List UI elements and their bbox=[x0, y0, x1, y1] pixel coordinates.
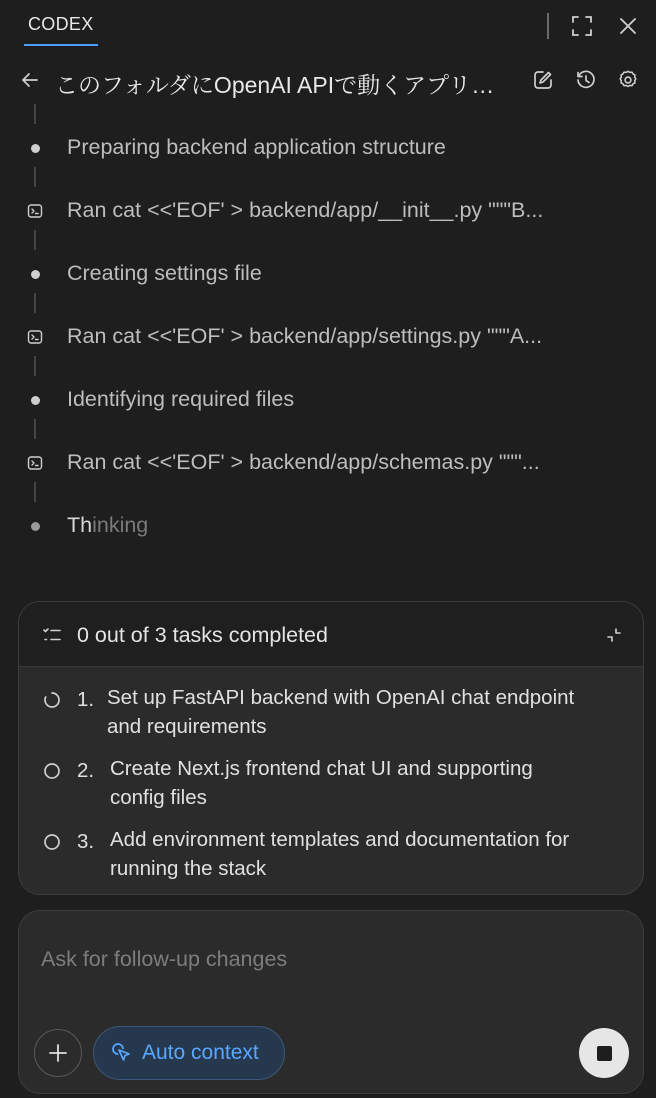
bullet-icon bbox=[26, 517, 44, 535]
composer bbox=[18, 910, 644, 1094]
command-text: Ran cat <<'EOF' > backend/app/__init__.py """B... bbox=[67, 198, 544, 222]
task-text-line: config files bbox=[110, 786, 207, 809]
timeline-connector bbox=[34, 167, 36, 187]
auto-context-button[interactable] bbox=[93, 1026, 285, 1080]
close-icon[interactable] bbox=[614, 12, 642, 40]
checklist-icon bbox=[41, 624, 63, 646]
add-button[interactable] bbox=[34, 1029, 82, 1077]
task-text-line: and requirements bbox=[107, 715, 267, 738]
task-text bbox=[107, 683, 574, 741]
thinking-text-dim: inking bbox=[92, 513, 149, 537]
timeline-connector bbox=[34, 230, 36, 250]
pending-circle-icon bbox=[43, 833, 61, 851]
command-text: Ran cat <<'EOF' > backend/app/schemas.py """... bbox=[67, 450, 540, 474]
timeline-step bbox=[0, 257, 656, 293]
divider bbox=[547, 13, 549, 39]
history-icon[interactable] bbox=[572, 66, 600, 94]
tab-codex[interactable]: CODEX bbox=[24, 12, 98, 46]
command-text: Ran cat <<'EOF' > backend/app/settings.py """A... bbox=[67, 324, 543, 348]
pending-circle-icon bbox=[43, 762, 61, 780]
collapse-icon[interactable] bbox=[603, 624, 625, 646]
task-text-line: Create Next.js frontend chat UI and supporting bbox=[110, 757, 533, 780]
timeline-connector bbox=[34, 104, 36, 124]
cursor-click-icon bbox=[110, 1041, 134, 1065]
step-text: Preparing backend application structure bbox=[67, 135, 446, 159]
conversation-header bbox=[0, 58, 656, 104]
thinking-text-bright: Th bbox=[67, 513, 93, 537]
stop-button[interactable] bbox=[579, 1028, 629, 1078]
plus-icon bbox=[47, 1042, 69, 1064]
terminal-icon bbox=[26, 202, 44, 220]
task-text bbox=[110, 754, 533, 812]
spinner-icon bbox=[43, 691, 61, 709]
terminal-icon bbox=[26, 454, 44, 472]
task-number: 3. bbox=[77, 830, 95, 853]
step-text: Identifying required files bbox=[67, 387, 295, 411]
task-list-header[interactable] bbox=[19, 602, 643, 667]
settings-icon[interactable] bbox=[614, 66, 642, 94]
task-number: 1. bbox=[77, 688, 95, 711]
task-text bbox=[110, 825, 569, 883]
bullet-icon bbox=[26, 265, 44, 283]
stop-icon bbox=[597, 1046, 612, 1061]
timeline-thinking bbox=[0, 509, 656, 545]
top-bar bbox=[0, 0, 656, 52]
bullet-icon bbox=[26, 139, 44, 157]
timeline-connector bbox=[34, 356, 36, 376]
timeline-step bbox=[0, 131, 656, 167]
timeline-step bbox=[0, 383, 656, 419]
timeline-connector bbox=[34, 293, 36, 313]
follow-up-input[interactable] bbox=[41, 943, 601, 975]
conversation-title: このフォルダにOpenAI APIで動くアプリ… bbox=[55, 72, 495, 98]
terminal-icon bbox=[26, 328, 44, 346]
task-list-panel bbox=[18, 601, 644, 895]
edit-icon[interactable] bbox=[529, 66, 557, 94]
timeline-connector bbox=[34, 419, 36, 439]
thinking-text bbox=[67, 513, 607, 538]
task-text-line: Set up FastAPI backend with OpenAI chat endpoint bbox=[107, 686, 575, 709]
timeline-command[interactable] bbox=[0, 194, 656, 230]
task-progress-title: 0 out of 3 tasks completed bbox=[77, 623, 328, 647]
back-arrow-icon[interactable] bbox=[16, 66, 44, 94]
fullscreen-icon[interactable] bbox=[568, 12, 596, 40]
auto-context-label: Auto context bbox=[142, 1041, 259, 1064]
timeline-connector bbox=[34, 482, 36, 502]
step-text: Creating settings file bbox=[67, 261, 262, 285]
task-number: 2. bbox=[77, 759, 95, 782]
timeline-command[interactable] bbox=[0, 320, 656, 356]
bullet-icon bbox=[26, 391, 44, 409]
timeline-command[interactable] bbox=[0, 446, 656, 482]
task-text-line: Add environment templates and documentation for bbox=[110, 828, 570, 851]
task-text-line: running the stack bbox=[110, 857, 267, 880]
